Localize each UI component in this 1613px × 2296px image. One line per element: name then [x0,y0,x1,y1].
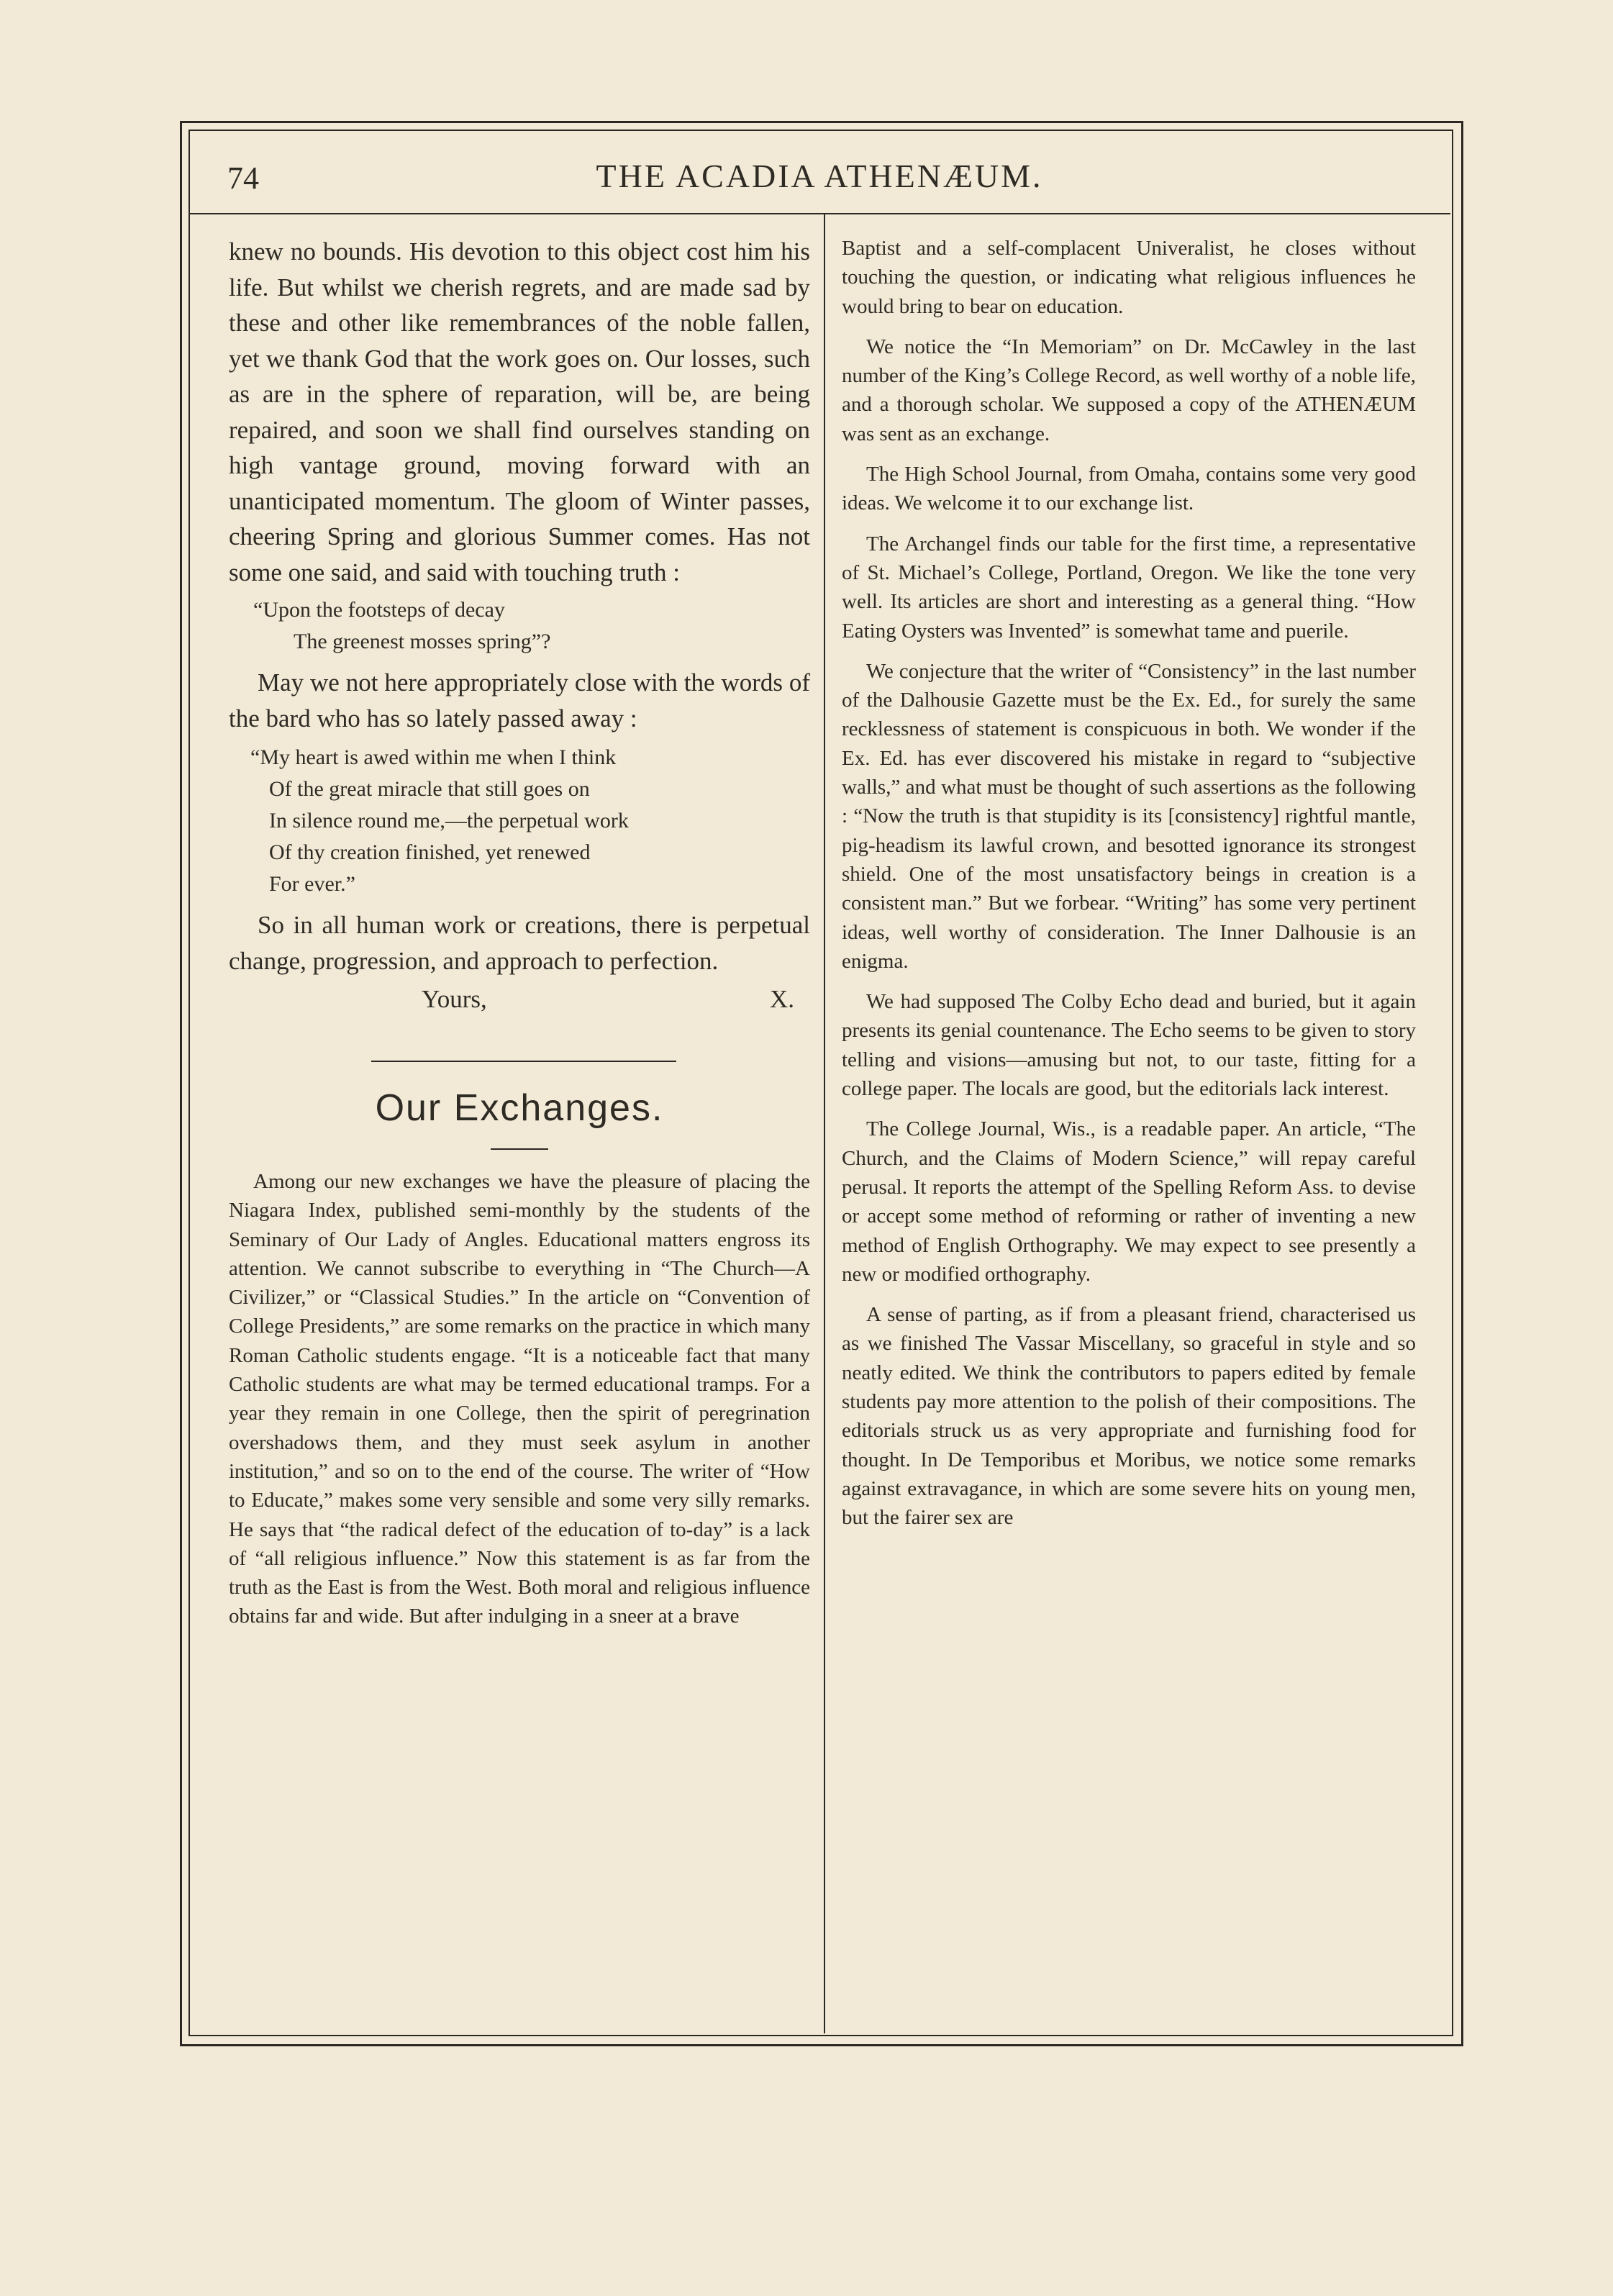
poem-line: The greenest mosses spring”? [294,630,551,653]
exchanges-paragraph-6: We conjecture that the writer of “Consistency” in the last number of the Dalhousie Gazette must be the Ex. Ed., for surely the same recklessness of statement is conspicuous in both. We wonder if the Ex. Ed. has ever discovered his mistake in regard to “subjective walls,” and what must be thought of such assertions as the following : “Now the truth is that stupidity is its [consistency] rightful mantle, pig-headism its lawful crown, and besotted ignorance its strongest shield. One of the most unsatisfactory beings in creation is a consistent man.” But we forbear. “Writing” has some very pertinent ideas, well worthy of consideration. The Inner Dalhousie is an enigma. [842,659,1416,973]
header-rule [188,213,1450,214]
exchanges-paragraph-5: The Archangel finds our table for the first time, a representative of St. Michael’s College, Portland, Oregon. We like the tone very well. Its articles are short and interesting as a general thing. “How Eating Oysters was Invented” is somewhat tame and puerile. [842,532,1416,643]
exchanges-paragraph-7: We had supposed The Colby Echo dead and buried, but it again presents its genial countenance. The Echo seems to be given to story telling and visions—amusing but not, to our taste, fitting for a college paper. The locals are good, but the editorials lack interest. [842,990,1416,1101]
exchanges-paragraph-4: The High School Journal, from Omaha, contains some very good ideas. We welcome it to our exchange list. [842,463,1416,515]
signoff-yours: Yours, [422,985,487,1013]
signoff-initial: X. [769,985,794,1013]
exchanges-paragraph-9: A sense of parting, as if from a pleasant friend, characterised us as we finished The Vassar Miscellany, so graceful in style and so neatly edited. We think the contributors to papers edited by female students pay more attention to the polish of their compositions. The editorials struck us as very appropriate and furnishing food for thought. In De Temporibus et Moribus, we notice some remarks against extravagance, in which are some severe hits on young men, but the fairer sex are [842,1303,1416,1530]
section-rule [371,1061,676,1062]
journal-title: THE ACADIA ATHENÆUM. [596,158,1043,194]
section-title: Our Exchanges. [375,1087,664,1129]
poem-line: “My heart is awed within me when I think [250,745,617,769]
poem-line: “Upon the footsteps of decay [253,598,505,622]
letter-signoff [229,981,810,1019]
running-header [188,157,1450,207]
poem-quote-2 [250,742,810,900]
letter-paragraph-3: So in all human work or creations, there is perpetual change, progression, and approach to perfection. [229,911,810,975]
poem-line: Of the great miracle that still goes on [269,777,590,801]
poem-line: Of thy creation finished, yet renewed [269,840,591,864]
right-column [842,234,1416,1543]
exchanges-paragraph-3: We notice the “In Memoriam” on Dr. McCawley in the last number of the King’s College Record, as well worthy of a noble life, and a thorough scholar. We supposed a copy of the ATHENÆUM was sent as an exchange. [842,335,1416,445]
exchanges-paragraph-8: The College Journal, Wis., is a readable paper. An article, “The Church, and the Claims of Modern Science,” will repay careful perusal. It reports the attempt of the Spelling Reform Ass. to devise or accept some method of reforming or rather of inventing a new method of English Orthography. We may expect to see presently a new or modified orthography. [842,1117,1416,1286]
title-underline [491,1148,548,1150]
page-number: 74 [227,160,259,196]
letter-paragraph-2: May we not here appropriately close with the words of the bard who has so lately passed away : [229,668,810,732]
poem-quote-1 [253,594,810,658]
left-column [229,234,810,1631]
exchanges-paragraph-1: Among our new exchanges we have the pleasure of placing the Niagara Index, published semi-monthly by the students of the Seminary of Our Lady of Angles. Educational matters engross its attention. We cannot subscribe to everything in “The Church—A Civilizer,” or “Classical Studies.” In the article on “Convention of College Presidents,” are some remarks on the practice in which many Roman Catholic students engage. “It is a noticeable fact that many Catholic students are what may be termed educational tramps. For a year they remain in one College, then the spirit of peregrination overshadows them, and they must seek asylum in another institution,” and so on to the end of the course. The writer of “How to Educate,” makes some very sensible and some very silly remarks. He says that “the radical defect of the education of to-day” is a lack of “all religious influence.” Now this statement is as far from the truth as the East is from the West. Both moral and religious influence obtains far and wide. But after indulging in a sneer at a brave [229,1170,810,1628]
exchanges-paragraph-2: Baptist and a self-complacent Univeralist, he closes without touching the question, or indicating what religious influences he would bring to bear on education. [842,237,1416,318]
column-divider [824,214,825,2033]
poem-line: For ever.” [269,872,355,896]
letter-paragraph-1: knew no bounds. His devotion to this object cost him his life. But whilst we cherish regrets, and are made sad by these and other like remembrances of the noble fallen, yet we thank God that the work goes on. Our losses, such as are in the sphere of reparation, will be, are being repaired, and soon we shall find ourselves standing on high vantage ground, moving forward with an unanticipated momentum. The gloom of Winter passes, cheering Spring and glorious Summer comes. Has not some one said, and said with touching truth : [229,237,810,586]
poem-line: In silence round me,—the perpetual work [269,809,629,832]
